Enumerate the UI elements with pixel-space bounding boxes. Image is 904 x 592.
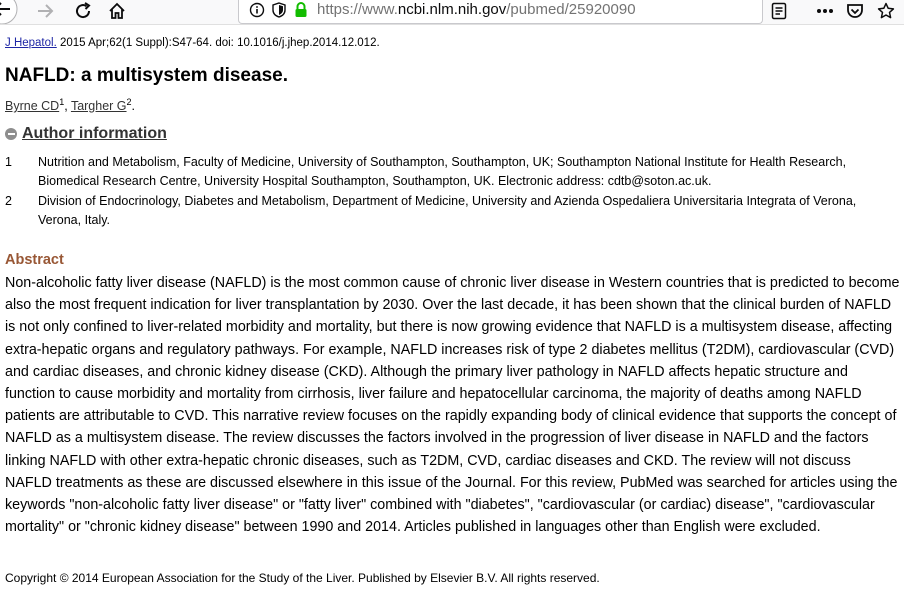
- reload-icon: [74, 2, 92, 20]
- page-actions-button[interactable]: [814, 0, 836, 22]
- reader-view-button[interactable]: [768, 0, 790, 22]
- home-button[interactable]: [106, 0, 128, 22]
- info-icon[interactable]: [249, 2, 265, 18]
- url-host: ncbi.nlm.nih.gov: [397, 1, 507, 18]
- author-list: [5, 97, 135, 113]
- author-separator: ,: [64, 99, 71, 114]
- tracking-shield-icon[interactable]: [272, 2, 286, 18]
- more-icon: [816, 8, 834, 14]
- bookmark-button[interactable]: [875, 0, 897, 22]
- affiliation-number: 1: [5, 155, 12, 169]
- home-icon: [108, 2, 126, 20]
- browser-toolbar: [0, 0, 904, 25]
- author-affil-ref-2: 2: [126, 97, 132, 107]
- reload-button[interactable]: [72, 0, 94, 22]
- reader-view-icon: [771, 2, 787, 20]
- affiliation-item: [5, 153, 900, 191]
- copyright-notice: Copyright © 2014 European Association for the Study of the Liver. Published by Elsevier B.V. All rights reserved.: [5, 571, 600, 585]
- back-arrow-icon: [0, 0, 24, 24]
- affiliation-text: Nutrition and Metabolism, Faculty of Medicine, University of Southampton, Southampton, UK; Southampton National Institute for Health Research, Biomedical Research Centre, University Hospital Southampton, Southampton, UK. Electronic address: cdtb@soton.ac.uk.: [38, 155, 847, 188]
- abstract-heading: Abstract: [5, 252, 64, 268]
- journal-link[interactable]: J Hepatol.: [5, 37, 57, 49]
- lock-icon[interactable]: [294, 1, 308, 18]
- citation: [5, 37, 380, 49]
- affiliation-number: 2: [5, 194, 12, 208]
- forward-button[interactable]: [34, 0, 56, 22]
- abstract-text: Non-alcoholic fatty liver disease (NAFLD) is the most common cause of chronic liver disease in Western countries that is predicted to become also the most frequent indication for liver transplantation by 2030. Over the last decade, it has been shown that the clinical burden of NAFLD is not only confined to liver-related morbidity and mortality, but there is now growing evidence that NAFLD is a multisystem disease, affecting extra-hepatic organs and regulatory pathways. For example, NAFLD increases risk of type 2 diabetes mellitus (T2DM), cardiovascular (CVD) and cardiac diseases, and chronic kidney disease (CKD). Although the primary liver pathology in NAFLD affects hepatic structure and function to cause morbidity and mortality from cirrhosis, liver failure and hepatocellular carcinoma, the majority of deaths among NAFLD patients are attributable to CVD. This narrative review focuses on the rapidly expanding body of clinical evidence that supports the concept of NAFLD as a multisystem disease. The review discusses the factors involved in the progression of liver disease in NAFLD and the factors linking NAFLD with other extra-hepatic chronic diseases, such as T2DM, CVD, cardiac diseases and CKD. The review will not discuss NAFLD treatments as these are discussed elsewhere in this issue of the Journal. For this review, PubMed was searched for articles using the keywords "non-alcoholic fatty liver disease" or "fatty liver" combined with "diabetes", "cardiovascular (or cardiac) disease", "cardiovascular mortality" or "chronic kidney disease" between 1990 and 2014. Articles published in languages other than English were excluded.: [5, 275, 900, 536]
- url-path: /pubmed/25920090: [506, 1, 636, 18]
- author-link-2[interactable]: Targher G: [70, 99, 127, 114]
- pocket-icon: [846, 3, 864, 20]
- citation-details: 2015 Apr;62(1 Suppl):S47-64. doi: 10.1016/j.jhep.2014.12.012.: [56, 37, 380, 49]
- back-button[interactable]: [0, 0, 24, 22]
- pocket-button[interactable]: [844, 0, 866, 22]
- collapse-minus-icon[interactable]: [5, 128, 17, 140]
- author-affil-ref-1: 1: [59, 97, 65, 107]
- affiliation-text: Division of Endocrinology, Diabetes and Metabolism, Department of Medicine, University and Azienda Ospedaliera Universitaria Integrata of Verona, Verona, Italy.: [38, 194, 857, 227]
- address-bar[interactable]: [238, 0, 763, 24]
- author-link-1[interactable]: Byrne CD: [5, 99, 60, 114]
- author-info-toggle[interactable]: [5, 125, 167, 143]
- article-title: NAFLD: a multisystem disease.: [5, 65, 288, 86]
- url-scheme: https://www.: [317, 1, 398, 18]
- affiliation-item: [5, 192, 900, 230]
- forward-arrow-icon: [36, 3, 54, 19]
- author-separator: .: [131, 99, 136, 114]
- url-text[interactable]: [317, 1, 636, 18]
- author-info-label[interactable]: Author information: [22, 125, 167, 142]
- bookmark-star-icon: [877, 2, 895, 20]
- affiliation-list: [5, 153, 900, 231]
